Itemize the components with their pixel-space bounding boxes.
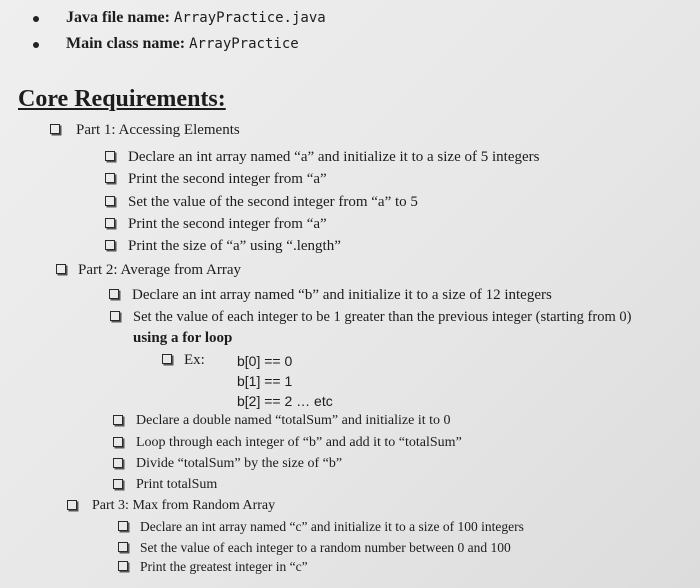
java-file-label: Java file name: (66, 9, 170, 26)
part2-item-3: Declare a double named “totalSum” and initialize it to 0 (136, 413, 451, 428)
part1-item-1: Declare an int array named “a” and initialize it to a size of 5 integers (128, 149, 540, 165)
checkbox-icon (50, 124, 60, 134)
checkbox-icon (113, 415, 123, 425)
part1-item-3: Set the value of the second integer from “a” to 5 (128, 194, 418, 210)
part2-example-line-2: b[1] == 1 (237, 373, 293, 389)
main-class-line (66, 35, 299, 53)
java-file-value: ArrayPractice.java (173, 10, 326, 26)
part1-item-5: Print the size of “a” using “.length” (128, 238, 341, 254)
checkbox-icon (118, 521, 128, 531)
checkbox-icon (113, 437, 123, 447)
checkbox-icon (105, 151, 115, 161)
part2-item-2: Set the value of each integer to be 1 greater than the previous integer (starting from 0) (133, 309, 632, 325)
part2-title: Part 2: Average from Array (78, 262, 242, 278)
checkbox-icon (113, 458, 123, 468)
part2-example-line-1: b[0] == 0 (237, 353, 293, 369)
checkbox-icon (118, 542, 128, 552)
checkbox-icon (67, 500, 77, 510)
checkbox-icon (110, 311, 120, 321)
part3-item-1: Declare an int array named “c” and initialize it to a size of 100 integers (140, 519, 524, 534)
page-title: Core Requirements: (18, 86, 226, 112)
checkbox-icon (162, 354, 172, 364)
part3-title: Part 3: Max from Random Array (92, 498, 276, 513)
part2-item-5: Divide “totalSum” by the size of “b” (136, 456, 343, 471)
checkbox-icon (105, 173, 115, 183)
checkbox-icon (105, 196, 115, 206)
bullet-icon (33, 16, 39, 22)
checkbox-icon (105, 218, 115, 228)
part3-item-2: Set the value of each integer to a random number between 0 and 100 (140, 540, 511, 555)
part2-item-6: Print totalSum (136, 477, 218, 492)
checkbox-icon (56, 264, 66, 274)
checkbox-icon (113, 479, 123, 489)
part1-item-2: Print the second integer from “a” (128, 171, 327, 187)
java-file-line (66, 9, 326, 27)
checkbox-icon (105, 240, 115, 250)
part1-title: Part 1: Accessing Elements (76, 122, 240, 138)
bullet-icon (33, 42, 39, 48)
checkbox-icon (109, 289, 119, 299)
part2-example-line-3: b[2] == 2 … etc (237, 393, 333, 409)
main-class-value: ArrayPractice (189, 36, 299, 52)
checkbox-icon (118, 561, 128, 571)
part2-item-1: Declare an int array named “b” and initialize it to a size of 12 integers (132, 287, 552, 303)
main-class-label: Main class name: (66, 35, 186, 52)
part2-item-4: Loop through each integer of “b” and add it to “totalSum” (136, 435, 462, 450)
part3-item-3: Print the greatest integer in “c” (140, 559, 308, 574)
part2-example-label: Ex: (184, 352, 205, 368)
part2-loop-note: using a for loop (133, 330, 233, 346)
part1-item-4: Print the second integer from “a” (128, 216, 327, 232)
